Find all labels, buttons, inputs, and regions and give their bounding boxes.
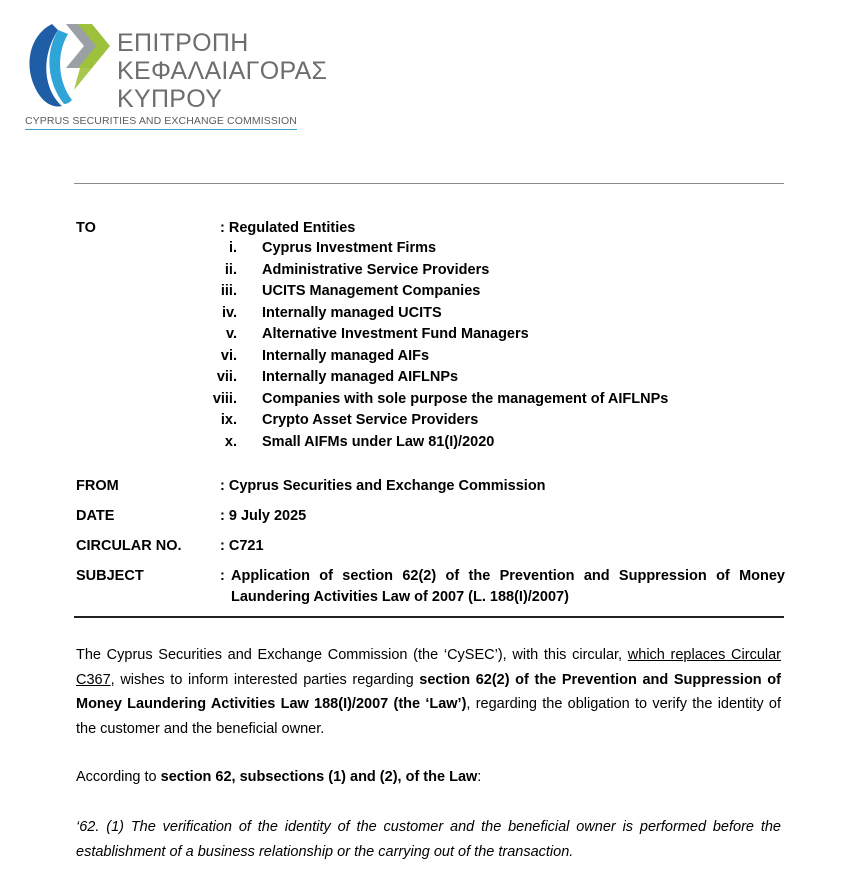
logo-title-line: ΚΕΦΑΛΑΙΑΓΟΡΑΣ (117, 57, 328, 85)
intro-paragraph (76, 643, 781, 741)
list-item-text: Crypto Asset Service Providers (262, 412, 479, 428)
list-item (180, 303, 668, 325)
list-item-text: Small AIFMs under Law 81(I)/2020 (262, 433, 495, 450)
list-item-number: ix. (220, 412, 237, 428)
list-item-number: vi. (220, 347, 237, 364)
cysec-logo (22, 18, 332, 130)
circular-value: : C721 (220, 538, 264, 554)
list-item (180, 281, 668, 303)
list-item (180, 432, 668, 454)
date-value: : 9 July 2025 (220, 508, 307, 524)
list-item-text: Internally managed AIFLNPs (262, 369, 459, 385)
quoted-law-paragraph: ‘62. (1) The verification of the identity of the customer and the beneficial owner is performed before the establishment of a business relationship or the carrying out of the transaction. (76, 819, 781, 860)
list-item (180, 389, 668, 411)
subject-colon: : (220, 568, 225, 584)
to-label: TO (76, 220, 96, 236)
circular-reference-link[interactable]: which replaces Circular C367 (76, 647, 781, 688)
logo-title (117, 29, 327, 113)
date-label: DATE (76, 508, 115, 524)
list-item-number: iii. (220, 283, 237, 299)
list-item-text: Internally managed UCITS (262, 304, 442, 321)
recipient-list (180, 238, 668, 453)
list-item-number: i. (228, 240, 237, 256)
list-item-text: Alternative Investment Fund Managers (262, 326, 529, 342)
subject-block (220, 566, 785, 608)
list-item (180, 367, 668, 389)
list-item-number: x. (224, 433, 237, 450)
list-item-number: ii. (224, 261, 237, 278)
cysec-emblem-icon (22, 18, 118, 110)
list-item-text: UCITS Management Companies (262, 283, 481, 299)
list-item-text: Administrative Service Providers (262, 261, 490, 278)
list-item-text: Companies with sole purpose the management of AIFLNPs (262, 390, 669, 407)
list-item (180, 410, 668, 432)
from-label: FROM (76, 478, 119, 494)
list-item (180, 260, 668, 282)
text-run: , regarding the obligation to verify the identity of the customer and the beneficial owner. (76, 696, 781, 737)
text-run: The Cyprus Securities and Exchange Commission (the ‘CySEC’), with this circular, (76, 647, 628, 663)
list-item-text: Cyprus Investment Firms (262, 240, 437, 256)
list-item (180, 324, 668, 346)
list-item (180, 346, 668, 368)
text-run: According to (76, 769, 161, 785)
section-intro-paragraph (76, 765, 781, 790)
subject-label: SUBJECT (76, 568, 144, 584)
logo-title-line: ΕΠΙΤΡΟΠΗ (117, 29, 249, 57)
bold-text-run: section 62(2) of the Prevention and Suppression of Money Laundering Activities Law 188(I)/2007 (the ‘Law’) (76, 671, 781, 712)
list-item (180, 238, 668, 260)
logo-subtitle: CYPRUS SECURITIES AND EXCHANGE COMMISSION (25, 115, 297, 130)
header-divider (74, 183, 784, 184)
text-run: , wishes to inform interested parties regarding (110, 671, 420, 688)
list-item-text: Internally managed AIFs (262, 347, 430, 364)
text-run: : (477, 769, 482, 785)
to-value: : Regulated Entities (220, 220, 356, 236)
bold-text-run: section 62, subsections (1) and (2), of the Law (160, 769, 478, 785)
subject-divider (74, 616, 784, 618)
list-item-number: v. (225, 326, 237, 342)
list-item-number: viii. (212, 390, 237, 407)
circular-label: CIRCULAR NO. (76, 538, 182, 554)
list-item-number: vii. (216, 369, 237, 385)
from-value: : Cyprus Securities and Exchange Commission (220, 478, 546, 494)
subject-value: Application of section 62(2) of the Prevention and Suppression of Money Laundering Activities Law of 2007 (L. 188(I)/2007) (231, 568, 785, 605)
list-item-number: iv. (221, 304, 237, 321)
logo-title-line: ΚΥΠΡΟΥ (117, 85, 223, 113)
